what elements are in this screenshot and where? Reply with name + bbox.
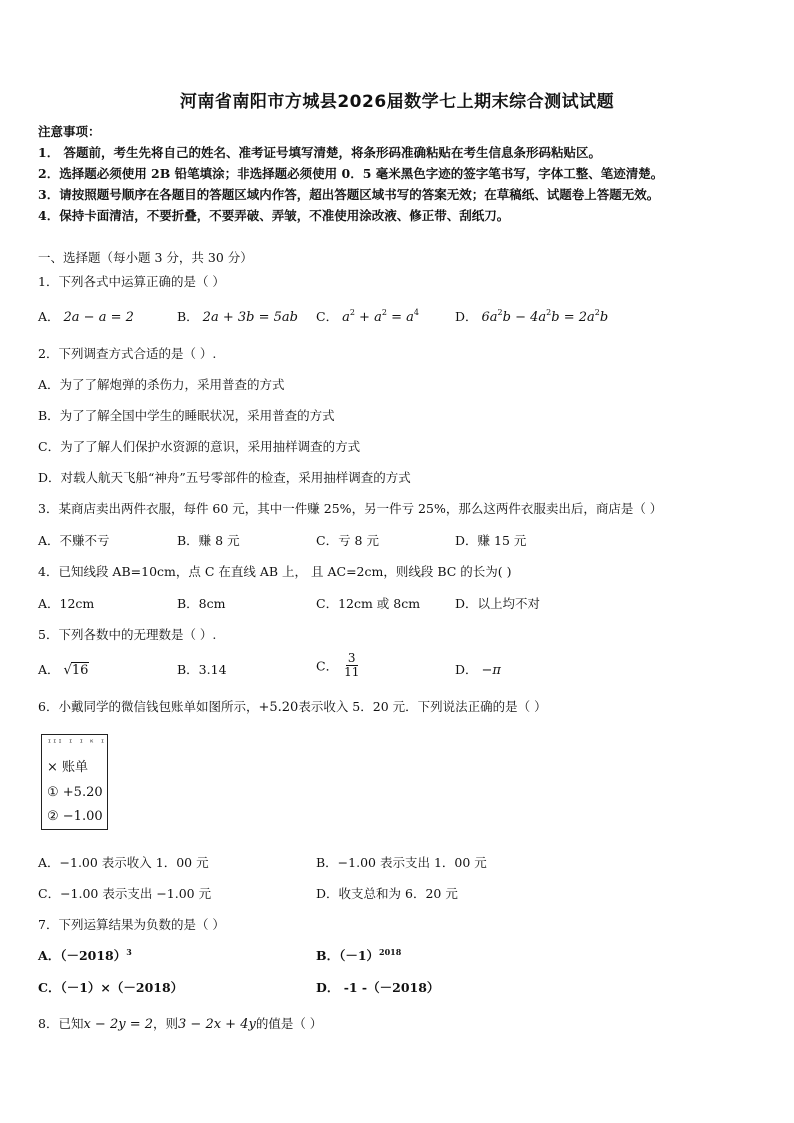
wallet-row-expense: ② −1.00 — [47, 809, 103, 824]
q5-a-sqrt: √16 — [63, 663, 89, 678]
q1-option-b — [177, 307, 298, 325]
phone-status-bar: ᴵᴵᴵ ᴵ ᴵ ᴷ ᴵ — [47, 738, 106, 747]
q5-option-b: B．3.14 — [177, 662, 227, 677]
q7-option-d: D． -1 -（－2018） — [316, 980, 440, 995]
q8-condition: x − 2y = 2 — [83, 1017, 153, 1032]
question-5-stem: 5．下列各数中的无理数是（ ）. — [38, 627, 217, 642]
q5-option-d — [455, 660, 501, 678]
q7-option-b: B．$(-1)^{2018}$ — [316, 946, 402, 963]
q1-b-expr: 2a + 3b = 5ab — [202, 310, 298, 325]
notice-heading: 注意事项： — [38, 124, 101, 139]
page-title: 河南省南阳市方城县2026届数学七上期末综合测试试题 — [179, 92, 615, 112]
q8-expression: 3 − 2x + 4y — [178, 1017, 256, 1032]
q6-option-d: D．收支总和为 6．20 元 — [316, 886, 458, 901]
option-label: C． — [316, 309, 339, 324]
q4-option-b: B．8cm — [177, 596, 226, 611]
q6-option-a: A．−1.00 表示收入 1．00 元 — [38, 855, 209, 870]
q1-option-c — [316, 307, 419, 325]
q1-c-expr: $a^2 + a^2 = a^4$ — [342, 307, 419, 325]
wallet-bill-title: × 账单 — [47, 760, 89, 775]
q2-option-d: D．对载人航天飞船“神舟”五号零部件的检查，采用抽样调查的方式 — [38, 470, 411, 485]
option-label: D． — [455, 662, 478, 677]
option-label: A． — [38, 662, 60, 677]
q3-option-c: C．亏 8 元 — [316, 533, 379, 548]
q6-stem-value: +5.20 — [258, 700, 299, 715]
notice-item-2: 2．选择题必须使用 2B 铅笔填涂；非选择题必须使用 0．5 毫米黑色字迹的签字笔书写，字体工整、笔迹清楚。 — [38, 166, 664, 181]
question-4-stem: 4．已知线段 AB=10cm，点 C 在直线 AB 上， 且 AC=2cm，则线段 BC 的长为( ) — [38, 564, 512, 579]
q4-option-a: A．12cm — [38, 596, 95, 611]
option-label: A． — [38, 309, 60, 324]
question-7-stem: 7．下列运算结果为负数的是（ ） — [38, 917, 225, 932]
question-2-stem: 2．下列调查方式合适的是（ ）. — [38, 346, 217, 361]
q3-option-b: B．赚 8 元 — [177, 533, 240, 548]
q2-option-b: B．为了了解全国中学生的睡眠状况，采用普查的方式 — [38, 408, 335, 423]
notice-item-1: 1． 答题前，考生先将自己的姓名、准考证号填写清楚，将条形码准确粘贴在考生信息条形码粘贴区。 — [38, 145, 602, 160]
notice-item-3: 3．请按照题号顺序在各题目的答题区域内作答，超出答题区域书写的答案无效；在草稿纸、试题卷上答题无效。 — [38, 187, 660, 202]
question-3-stem: 3．某商店卖出两件衣服，每件 60 元，其中一件赚 25%，另一件亏 25%，那么这两件衣服卖出后，商店是（ ） — [38, 501, 663, 516]
q2-option-c: C．为了了解人们保护水资源的意识，采用抽样调查的方式 — [38, 439, 361, 454]
q3-option-d: D．赚 15 元 — [455, 533, 527, 548]
q1-a-expr: 2a − a = 2 — [63, 310, 134, 325]
q7-option-c: C．（－1）×（－2018） — [38, 980, 184, 995]
q1-d-expr: $6a^2b - 4a^2b = 2a^2b$ — [481, 307, 609, 325]
q7-option-a: A．$(-2018)^3$ — [38, 946, 132, 963]
notice-item-4: 4．保持卡面清洁，不要折叠，不要弄破、弄皱，不准使用涂改液、修正带、刮纸刀。 — [38, 208, 510, 223]
question-8-stem: 8．已知x − 2y = 2，则3 − 2x + 4y的值是（ ） — [38, 1016, 323, 1032]
q4-option-c: C．12cm 或 8cm — [316, 596, 421, 611]
q1-option-d — [455, 307, 608, 325]
q4-option-d: D．以上均不对 — [455, 596, 541, 611]
option-label: B． — [177, 309, 199, 324]
q2-option-a: A．为了了解炮弹的杀伤力，采用普查的方式 — [38, 377, 285, 392]
wallet-row-income: ① +5.20 — [47, 785, 103, 800]
q6-option-b: B．−1.00 表示支出 1．00 元 — [316, 855, 487, 870]
question-1-stem: 1．下列各式中运算正确的是（ ） — [38, 274, 225, 289]
question-6-stem: 6．小戴同学的微信钱包账单如图所示，+5.20表示收入 5．20 元．下列说法正确的是（ ） — [38, 699, 547, 715]
q5-c-fraction: $\frac{3}{11}$ — [344, 651, 360, 679]
option-label: D． — [455, 309, 478, 324]
wallet-bill-figure — [41, 734, 108, 830]
section-heading: 一、选择题（每小题 3 分，共 30 分） — [38, 250, 253, 265]
q5-option-a — [38, 660, 89, 678]
q3-option-a: A．不赚不亏 — [38, 533, 110, 548]
q5-option-c — [316, 652, 361, 679]
q6-option-c: C．−1.00 表示支出 −1.00 元 — [38, 886, 212, 901]
q5-d-expr: −π — [481, 663, 501, 678]
q1-option-a — [38, 307, 134, 325]
option-label: C． — [316, 658, 339, 674]
